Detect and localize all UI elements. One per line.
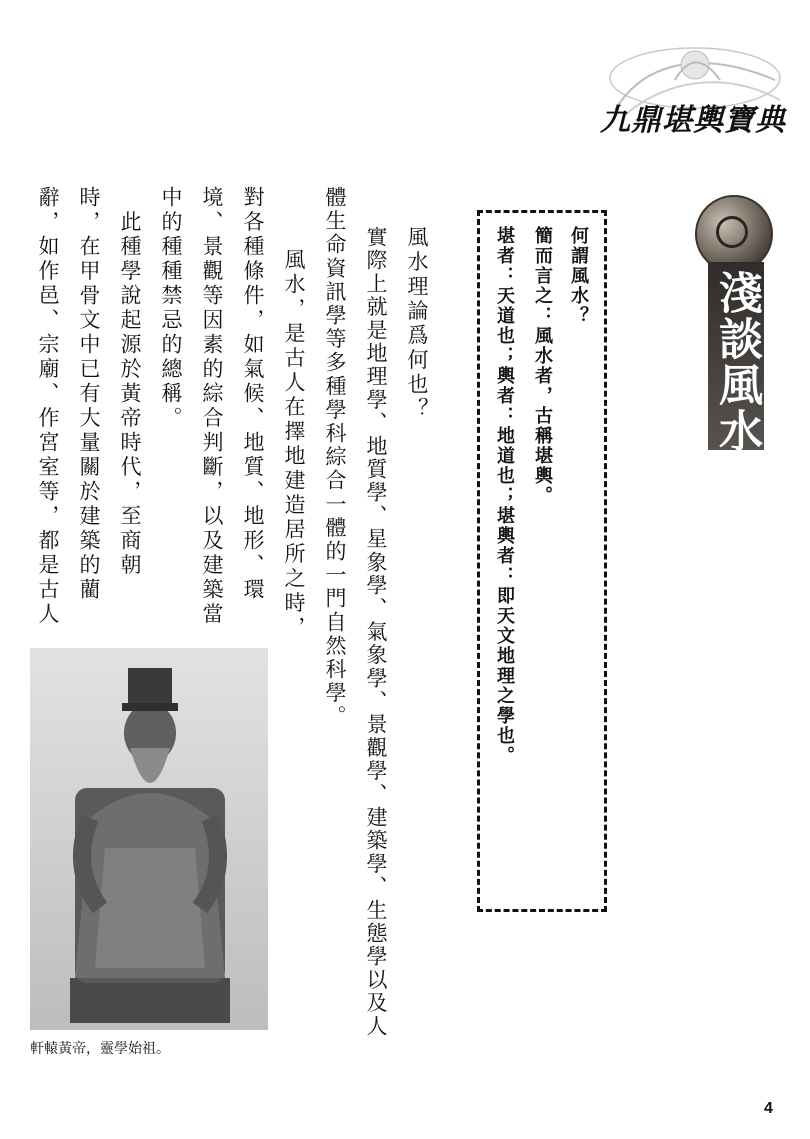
body-text-column: 中的種種禁忌的總稱。 xyxy=(159,186,183,431)
body-text-column: 時，在甲骨文中已有大量關於建築的藺 xyxy=(77,186,101,603)
header-logo-text: 九鼎堪輿寶典 xyxy=(600,103,786,138)
definition-line: 何謂風水？ xyxy=(568,226,589,326)
definition-line: 簡而言之：風水者，古稱堪輿。 xyxy=(532,226,553,506)
body-text-column: 風水理論爲何也？ xyxy=(405,226,429,422)
yellow-emperor-statue-photo xyxy=(30,648,268,1030)
figure-caption: 軒轅黃帝，靈學始祖。 xyxy=(30,1041,170,1057)
title-medallion-ring xyxy=(716,216,748,248)
body-text-column: 境、景觀等因素的綜合判斷，以及建築當 xyxy=(200,186,224,627)
body-text-column: 此種學說起源於黃帝時代，至商朝 xyxy=(118,186,142,578)
section-title: 淺談風水 xyxy=(711,270,762,454)
body-text-column: 體生命資訊學等多種學科綜合一體的一門自然科學。 xyxy=(323,186,347,729)
page-number: 4 xyxy=(764,1100,773,1117)
body-text-column: 對各種條件，如氣候、地質、地形、環 xyxy=(241,186,265,603)
body-text-column: 風水，是古人在擇地建造居所之時， xyxy=(282,224,306,641)
body-text-column: 辭，如作邑、宗廟、作宮室等，都是古人 xyxy=(36,186,60,627)
body-text-column: 實際上就是地理學、地質學、星象學、氣象學、景觀學、建築學、生態學以及人 xyxy=(364,226,388,1038)
definition-line: 堪者：天道也；輿者：地道也；堪輿者：即天文地理之學也。 xyxy=(494,226,515,766)
